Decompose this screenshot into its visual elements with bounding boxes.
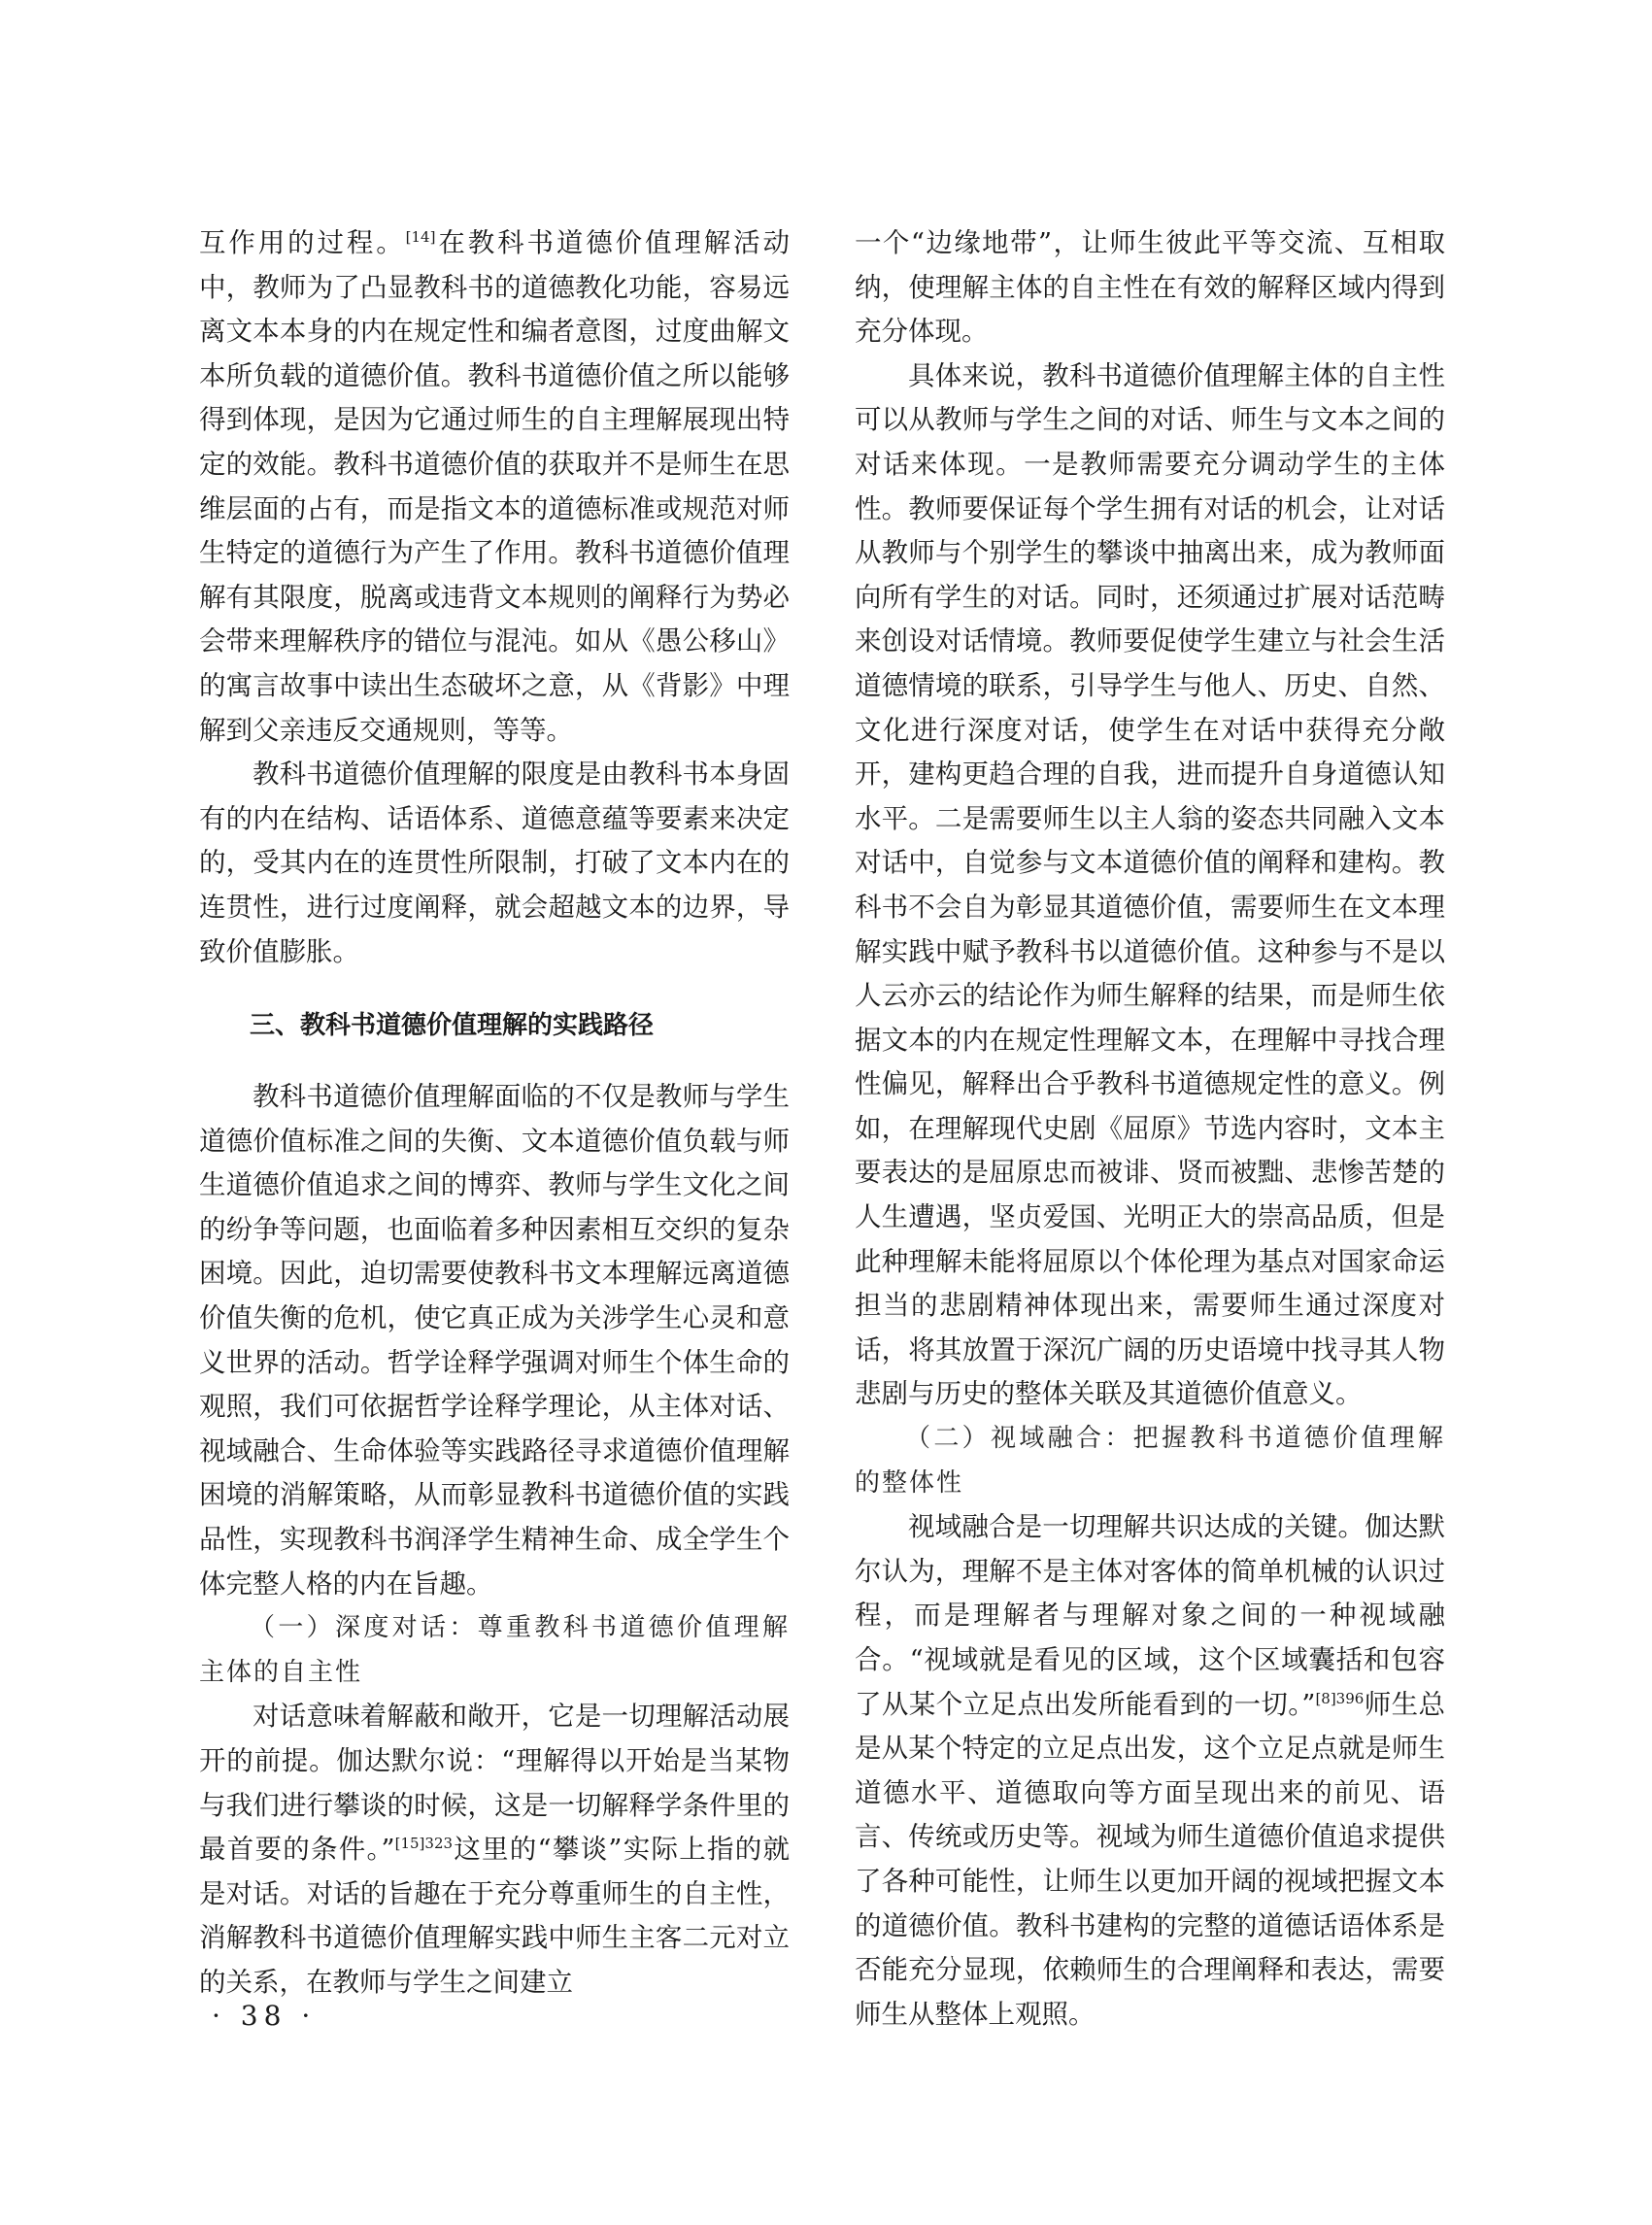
section-heading: 三、教科书道德价值理解的实践路径	[250, 1011, 655, 1041]
body-paragraph: 教科书道德价值理解面临的不仅是教师与学生道德价值标准之间的失衡、文本道德价值负载与师生道德价值追求之间的博弈、教师与学生文化之间的纷争等问题，也面临着多种因素相互交织的复杂困境。因此，迫切需要使教科书文本理解远离道德价值失衡的危机，使它真正成为关涉学生心灵和意义世界的活动。哲学诠释学强调对师生个体生命的观照，我们可依据哲学诠释学理论，从主体对话、视域融合、生命体验等实践路径寻求道德价值理解困境的消解策略，从而彰显教科书道德价值的实践品性，实现教科书润泽学生精神生命、成全学生个体完整人格的内在旨趣。	[199, 1081, 790, 1600]
paragraph-text: 对话意味着解蔽和敞开，它是一切理解活动展开的前提。伽达默尔说：“理解得以开始是当某物与我们进行攀谈的时候，这是一切解释学条件里的最首要的条件。”	[199, 1701, 790, 1866]
page-number: · 38 ·	[212, 2000, 317, 2032]
paragraph-text: 在教科书道德价值理解活动中，教师为了凸显教科书的道德教化功能，容易远离文本本身的内在规定性和编者意图，过度曲解文本所负载的道德价值。教科书道德价值之所以能够得到体现，是因为它通过师生的自主理解展现出特定的效能。教科书道德价值的获取并不是师生在思维层面的占有，而是指文本的道德标准或规范对师生特定的道德行为产生了作用。教科书道德价值理解有其限度，脱离或违背文本规则的阐释行为势必会带来理解秩序的错位与混沌。如从《愚公移山》的寓言故事中读出生态破坏之意，从《背影》中理解到父亲违反交通规则，等等。	[199, 227, 791, 746]
citation-ref: [8]396	[1315, 1689, 1365, 1707]
body-paragraph: 一个“边缘地带”，让师生彼此平等交流、互相取纳，使理解主体的自主性在有效的解释区域内得到充分体现。	[855, 227, 1445, 348]
paragraph-text: 这里的“攀谈”实际上指的就是对话。对话的旨趣在于充分尊重师生的自主性，消解教科书道德价值理解实践中师生主客二元对立的关系，在教师与学生之间建立	[199, 1834, 790, 1998]
right-column	[855, 221, 1445, 2037]
body-paragraph	[855, 1505, 1445, 2037]
paragraph-text: 视域融合是一切理解共识达成的关键。伽达默尔认为，理解不是主体对客体的简单机械的认识过程，而是理解者与理解对象之间的一种视域融合。“视域就是看见的区域，这个区域囊括和包容了从某个立足点出发所能看到的一切。”	[855, 1511, 1445, 1720]
left-column	[199, 221, 790, 2006]
subsection-heading: （二）视域融合：把握教科书道德价值理解的整体性	[855, 1424, 1445, 1498]
body-paragraph	[199, 221, 790, 753]
body-paragraph	[199, 1695, 790, 2005]
citation-ref: [14]	[405, 228, 436, 246]
paragraph-text: 师生总是从某个特定的立足点出发，这个立足点就是师生道德水平、道德取向等方面呈现出来的前见、语言、传统或历史等。视域为师生道德价值追求提供了各种可能性，让师生以更加开阔的视域把握文本的道德价值。教科书建构的完整的道德话语体系是否能充分显现，依赖师生的合理阐释和表达，需要师生从整体上观照。	[855, 1688, 1445, 2030]
body-paragraph: 具体来说，教科书道德价值理解主体的自主性可以从教师与学生之间的对话、师生与文本之间的对话来体现。一是教师需要充分调动学生的主体性。教师要保证每个学生拥有对话的机会，让对话从教师与个别学生的攀谈中抽离出来，成为教师面向所有学生的对话。同时，还须通过扩展对话范畴来创设对话情境。教师要促使学生建立与社会生活道德情境的联系，引导学生与他人、历史、自然、文化进行深度对话，使学生在对话中获得充分敞开，建构更趋合理的自我，进而提升自身道德认知水平。二是需要师生以主人翁的姿态共同融入文本对话中，自觉参与文本道德价值的阐释和建构。教科书不会自为彰显其道德价值，需要师生在文本理解实践中赋予教科书以道德价值。这种参与不是以人云亦云的结论作为师生解释的结果，而是师生依据文本的内在规定性理解文本，在理解中寻找合理性偏见，解释出合乎教科书道德规定性的意义。例如，在理解现代史剧《屈原》节选内容时，文本主要表达的是屈原忠而被诽、贤而被黜、悲惨苦楚的人生遭遇，坚贞爱国、光明正大的崇高品质，但是此种理解未能将屈原以个体伦理为基点对国家命运担当的悲剧精神体现出来，需要师生通过深度对话，将其放置于深沉广阔的历史语境中找寻其人物悲剧与历史的整体关联及其道德价值意义。	[855, 359, 1445, 1410]
paragraph-text: 互作用的过程。	[199, 227, 406, 258]
body-paragraph: 教科书道德价值理解的限度是由教科书本身固有的内在结构、话语体系、道德意蕴等要素来决定的，受其内在的连贯性所限制，打破了文本内在的连贯性，进行过度阐释，就会超越文本的边界，导致价值膨胀。	[199, 759, 790, 967]
subsection-heading: （一）深度对话：尊重教科书道德价值理解主体的自主性	[199, 1613, 790, 1687]
citation-ref: [15]323	[394, 1835, 454, 1853]
